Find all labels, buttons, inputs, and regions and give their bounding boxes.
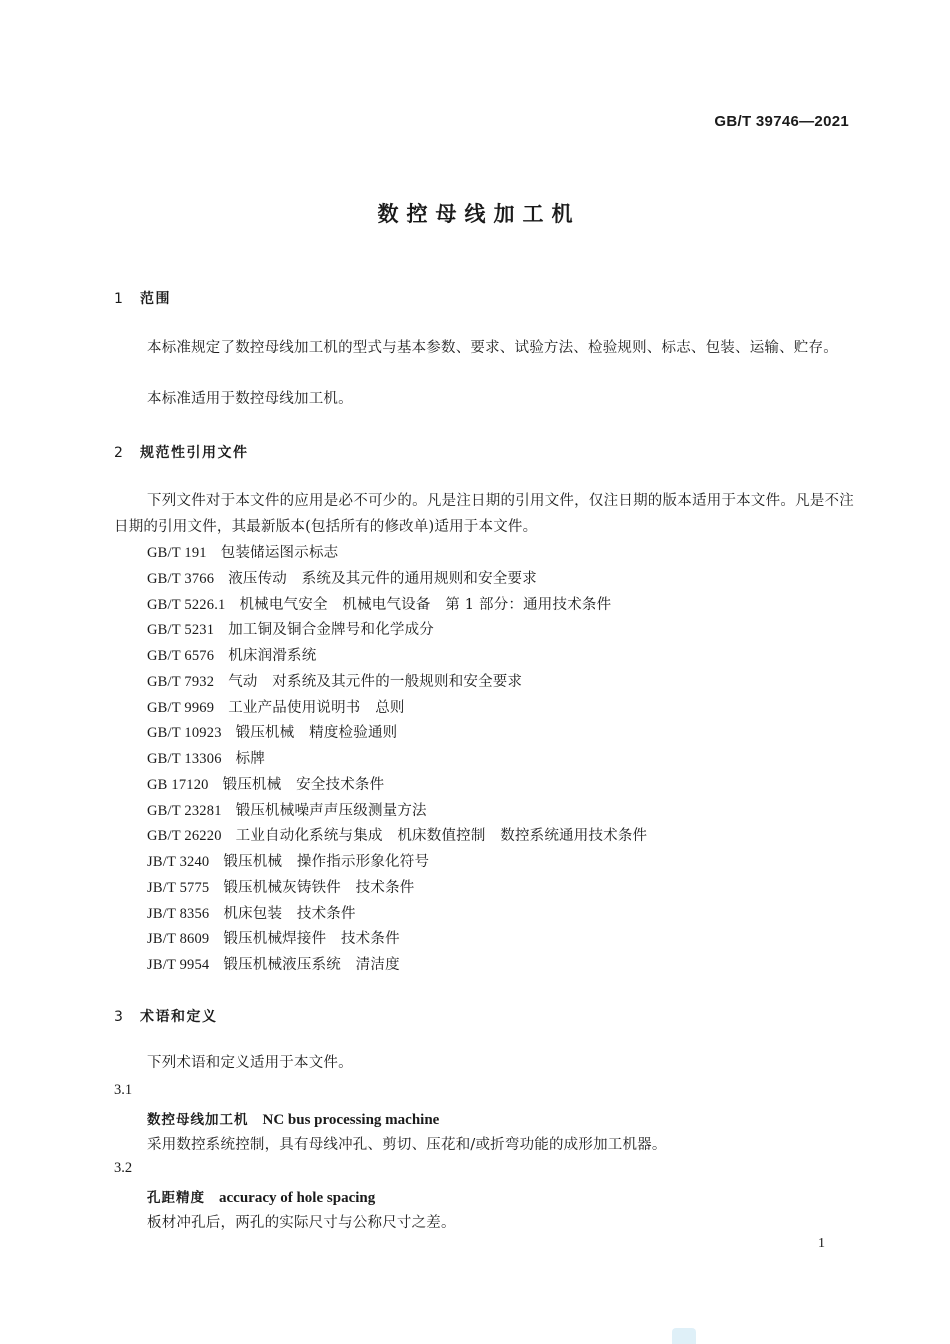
- clause-number: 3.2: [114, 1160, 133, 1176]
- section-number: 1: [114, 291, 125, 307]
- section-title: 术语和定义: [140, 1009, 218, 1025]
- reference-title: 工业产品使用说明书 总则: [228, 699, 405, 716]
- reference-code: GB/T 3766: [147, 570, 215, 587]
- reference-item: [147, 824, 647, 850]
- reference-item: [147, 876, 647, 902]
- term-definition: 采用数控系统控制，具有母线冲孔、剪切、压花和/或折弯功能的成形加工机器。: [147, 1137, 667, 1153]
- reference-code: GB/T 5226.1: [147, 596, 226, 613]
- reference-code: GB/T 191: [147, 545, 207, 561]
- section-title: 范围: [140, 291, 171, 307]
- page-number: 1: [818, 1236, 825, 1251]
- reference-code: JB/T 8356: [147, 905, 210, 922]
- reference-list: [147, 541, 647, 979]
- reference-title: 工业自动化系统与集成 机床数值控制 数控系统通用技术条件: [235, 828, 648, 845]
- term-definition: 板材冲孔后，两孔的实际尺寸与公称尺寸之差。: [147, 1215, 456, 1231]
- reference-title: 加工铜及铜合金牌号和化学成分: [228, 622, 435, 639]
- reference-item: [147, 799, 647, 825]
- reference-title: 锻压机械 精度检验通则: [235, 725, 398, 742]
- reference-item: [147, 593, 647, 619]
- document-title: 数控母线加工机: [377, 202, 581, 226]
- section-scope-heading: [114, 288, 171, 308]
- reference-title: 包装储运图示标志: [220, 545, 339, 561]
- reference-item: [147, 567, 647, 593]
- reference-item: [147, 644, 647, 670]
- reference-title: 锻压机械焊接件 技术条件: [223, 931, 400, 948]
- section-number: 2: [114, 445, 125, 461]
- reference-title: 锻压机械 操作指示形象化符号: [223, 854, 430, 870]
- reference-title: 机床润滑系统: [228, 648, 317, 664]
- reference-item: [147, 541, 647, 567]
- reference-title: 标牌: [235, 751, 266, 767]
- reference-code: GB/T 7932: [147, 673, 215, 690]
- reference-code: GB/T 23281: [147, 802, 222, 819]
- reference-code: GB/T 26220: [147, 828, 222, 845]
- section-references-heading: [114, 442, 249, 462]
- section-terms-heading: [114, 1006, 218, 1026]
- scope-paragraph-2: 本标准适用于数控母线加工机。: [147, 391, 353, 407]
- reference-title: 机械电气安全 机械电气设备 第 1 部分：通用技术条件: [239, 596, 612, 613]
- reference-title: 锻压机械灰铸铁件 技术条件: [223, 879, 415, 896]
- reference-item: [147, 696, 647, 722]
- reference-code: GB/T 6576: [147, 648, 215, 664]
- section-number: 3: [114, 1009, 125, 1025]
- reference-code: GB/T 13306: [147, 751, 222, 767]
- terms-intro: 下列术语和定义适用于本文件。: [147, 1055, 353, 1071]
- term-chinese: 数控母线加工机: [147, 1112, 249, 1128]
- reference-code: GB/T 9969: [147, 699, 215, 716]
- term-heading: [147, 1108, 439, 1129]
- reference-item: [147, 618, 647, 644]
- reference-title: 机床包装 技术条件: [223, 905, 356, 922]
- reference-item: [147, 747, 647, 773]
- term-english: NC bus processing machine: [262, 1112, 440, 1128]
- clause-number: 3.1: [114, 1082, 133, 1098]
- reference-code: JB/T 3240: [147, 854, 210, 870]
- reference-title: 锻压机械噪声声压级测量方法: [235, 802, 427, 819]
- reference-code: JB/T 5775: [147, 879, 210, 896]
- reference-title: 锻压机械液压系统 清洁度: [223, 957, 400, 973]
- reference-code: GB/T 5231: [147, 622, 215, 639]
- standard-code: GB/T 39746—2021: [714, 113, 849, 130]
- term-english: accuracy of hole spacing: [219, 1190, 376, 1206]
- reference-item: [147, 927, 647, 953]
- term-heading: [147, 1186, 375, 1207]
- reference-code: JB/T 8609: [147, 931, 210, 948]
- reference-item: [147, 721, 647, 747]
- references-intro: 下列文件对于本文件的应用是必不可少的。凡是注日期的引用文件，仅注日期的版本适用于本文件。凡是不注日期的引用文件，其最新版本(包括所有的修改单)适用于本文件。: [114, 493, 854, 535]
- reference-item: [147, 953, 647, 979]
- reference-code: JB/T 9954: [147, 957, 210, 973]
- watermark-logo: [672, 1328, 696, 1344]
- term-chinese: 孔距精度: [147, 1190, 205, 1206]
- reference-title: 气动 对系统及其元件的一般规则和安全要求: [228, 673, 523, 690]
- scope-paragraph-1: 本标准规定了数控母线加工机的型式与基本参数、要求、试验方法、检验规则、标志、包装、运输、贮存。: [147, 340, 838, 356]
- reference-item: [147, 670, 647, 696]
- reference-code: GB 17120: [147, 776, 209, 793]
- reference-item: [147, 902, 647, 928]
- reference-title: 液压传动 系统及其元件的通用规则和安全要求: [228, 570, 537, 587]
- reference-code: GB/T 10923: [147, 725, 222, 742]
- reference-title: 锻压机械 安全技术条件: [222, 776, 385, 793]
- section-title: 规范性引用文件: [140, 445, 249, 461]
- reference-item: [147, 850, 647, 876]
- reference-item: [147, 773, 647, 799]
